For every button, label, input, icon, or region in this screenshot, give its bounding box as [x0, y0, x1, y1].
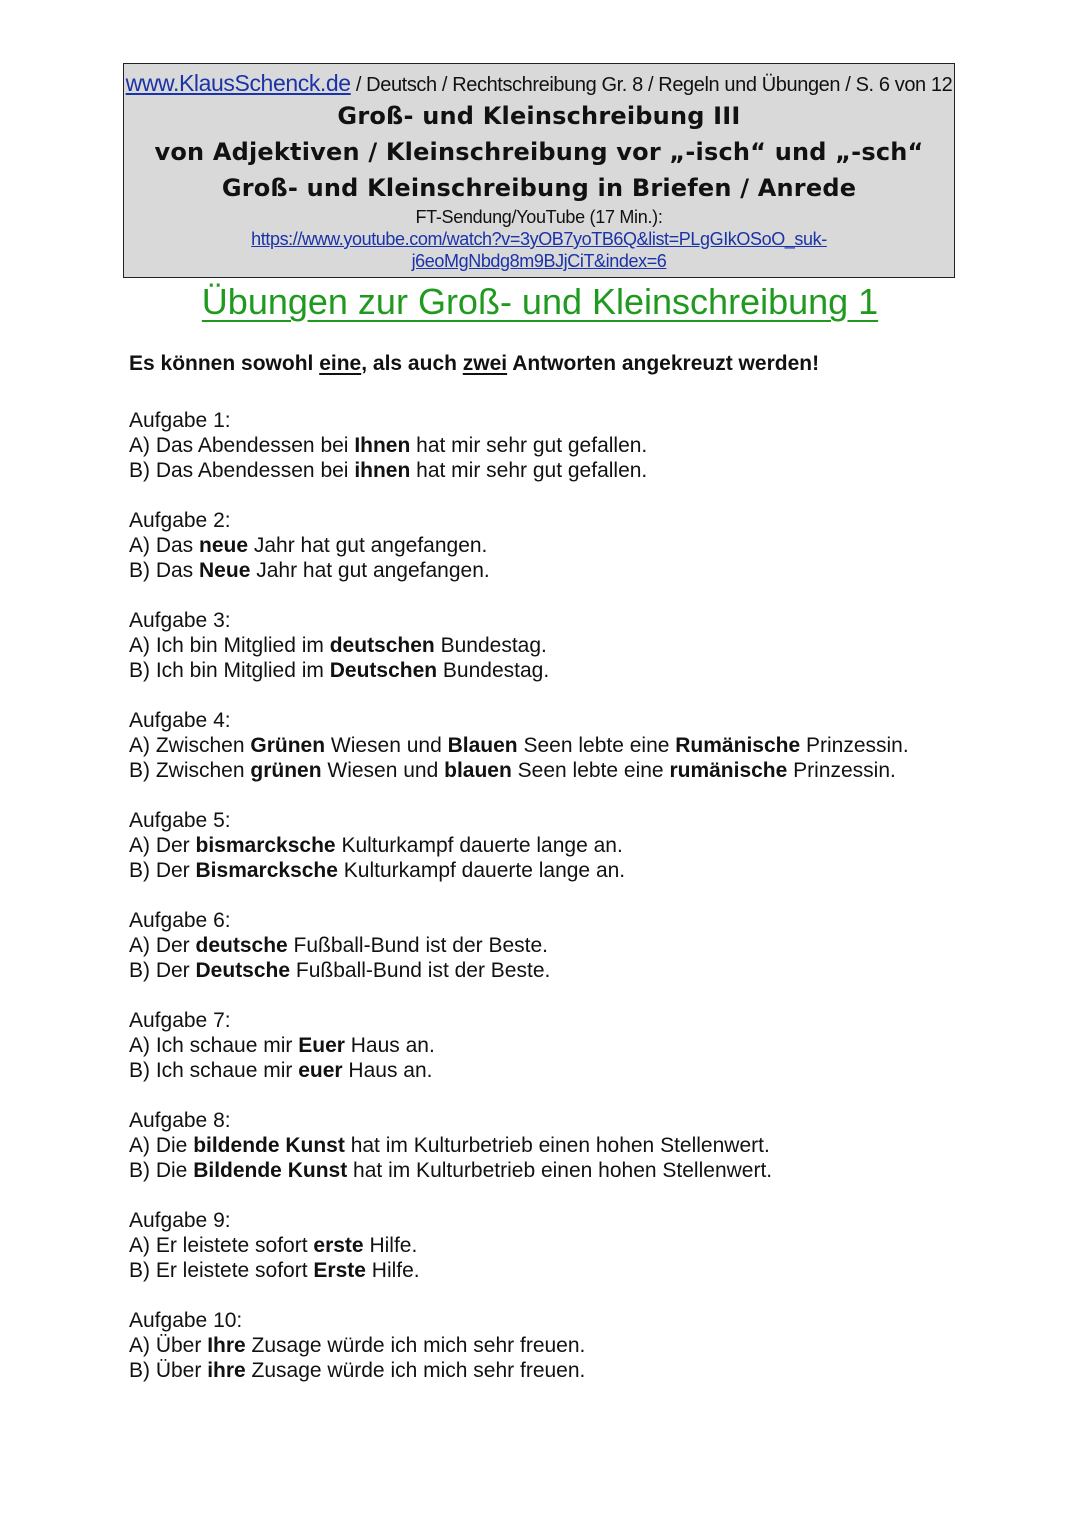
task-3: [129, 608, 1009, 708]
bold-term: rumänische: [669, 759, 788, 782]
option-a[interactable]: [129, 1133, 1009, 1158]
option-b[interactable]: [129, 858, 1009, 883]
bold-term: euer: [298, 1059, 343, 1082]
bold-term: Rumänische: [675, 734, 801, 757]
option-text: B) Der: [129, 859, 196, 882]
task-title: Aufgabe 9:: [129, 1209, 231, 1232]
option-a[interactable]: [129, 1333, 1009, 1358]
instruction-zwei: zwei: [462, 352, 508, 375]
bold-term: Deutsche: [195, 959, 291, 982]
task-title: Aufgabe 10:: [129, 1309, 243, 1332]
bold-term: Bismarcksche: [195, 859, 338, 882]
task-title: Aufgabe 3:: [129, 609, 231, 632]
bold-term: Blauen: [447, 734, 518, 757]
task-title: Aufgabe 2:: [129, 509, 231, 532]
option-b[interactable]: [129, 658, 1009, 683]
header-line-site: [124, 70, 954, 98]
option-text: Fußball-Bund ist der Beste.: [287, 934, 549, 957]
bold-term: erste: [313, 1234, 364, 1257]
task-2: [129, 508, 1009, 608]
option-text: B) Das: [129, 559, 200, 582]
task-list: [129, 408, 1009, 1408]
task-9: [129, 1208, 1009, 1308]
option-text: A) Die: [129, 1134, 194, 1157]
instruction-part-2: , als auch: [361, 352, 463, 375]
instruction-eine: eine: [319, 352, 362, 375]
option-text: B) Der: [129, 959, 196, 982]
youtube-link-line-1[interactable]: https://www.youtube.com/watch?v=3yOB7yoTB6Q&list=PLgGIkOSoO_suk-: [251, 229, 827, 249]
option-text: Jahr hat gut angefangen.: [250, 559, 490, 582]
option-text: Bundestag.: [434, 634, 547, 657]
bold-term: neue: [199, 534, 249, 557]
bold-term: Neue: [199, 559, 251, 582]
youtube-link-line-2[interactable]: j6eoMgNbdg8m9BJjCiT&index=6: [411, 251, 667, 271]
task-title: Aufgabe 7:: [129, 1009, 231, 1032]
option-text: Jahr hat gut angefangen.: [248, 534, 488, 557]
option-b[interactable]: [129, 1358, 1009, 1383]
task-7: [129, 1008, 1009, 1108]
bold-term: Bildende Kunst: [193, 1159, 348, 1182]
task-1: [129, 408, 1009, 508]
option-text: A) Zwischen: [129, 734, 251, 757]
option-a[interactable]: [129, 833, 1009, 858]
option-a[interactable]: [129, 1233, 1009, 1258]
task-10: [129, 1308, 1009, 1408]
option-text: Haus an.: [344, 1034, 435, 1057]
option-text: B) Zwischen: [129, 759, 251, 782]
option-text: A) Der: [129, 934, 196, 957]
option-text: hat mir sehr gut gefallen.: [410, 459, 648, 482]
bold-term: bismarcksche: [195, 834, 336, 857]
option-text: A) Über: [129, 1334, 208, 1357]
bold-term: Grünen: [250, 734, 326, 757]
task-4: [129, 708, 1009, 808]
option-text: B) Die: [129, 1159, 194, 1182]
bold-term: grünen: [250, 759, 322, 782]
bold-term: Erste: [313, 1259, 366, 1282]
option-text: Kulturkampf dauerte lange an.: [337, 859, 626, 882]
bold-term: ihnen: [354, 459, 411, 482]
option-text: Wiesen und: [321, 759, 445, 782]
option-text: Prinzessin.: [800, 734, 909, 757]
option-text: Wiesen und: [325, 734, 448, 757]
header-title-3: Groß- und Kleinschreibung in Briefen / Anrede: [221, 174, 857, 202]
option-text: A) Der: [129, 834, 196, 857]
bold-term: Euer: [298, 1034, 345, 1057]
option-text: A) Ich bin Mitglied im: [129, 634, 330, 657]
header-title-2: von Adjektiven / Kleinschreibung vor „-isch“ und „-sch“: [154, 138, 924, 166]
site-link[interactable]: www.KlausSchenck.de: [125, 70, 351, 96]
option-b[interactable]: [129, 1258, 1009, 1283]
option-text: Seen lebte eine: [511, 759, 670, 782]
option-text: Hilfe.: [365, 1259, 420, 1282]
bold-term: Deutschen: [329, 659, 438, 682]
option-text: Hilfe.: [363, 1234, 418, 1257]
header-title-1: Groß- und Kleinschreibung III: [337, 102, 741, 130]
instruction-part-1: Es können sowohl: [129, 352, 320, 375]
task-6: [129, 908, 1009, 1008]
option-text: hat im Kulturbetrieb einen hohen Stellenwert.: [344, 1134, 770, 1157]
option-text: A) Ich schaue mir: [129, 1034, 299, 1057]
bold-term: Ihnen: [354, 434, 411, 457]
option-text: B) Ich bin Mitglied im: [129, 659, 330, 682]
option-b[interactable]: [129, 1158, 1009, 1183]
task-title: Aufgabe 5:: [129, 809, 231, 832]
page-title: Übungen zur Groß- und Kleinschreibung 1: [201, 281, 879, 322]
option-text: B) Er leistete sofort: [129, 1259, 314, 1282]
option-text: hat im Kulturbetrieb einen hohen Stellenwert.: [347, 1159, 773, 1182]
task-title: Aufgabe 8:: [129, 1109, 231, 1132]
instruction: [129, 352, 819, 376]
option-text: Zusage würde ich mich sehr freuen.: [245, 1334, 586, 1357]
option-text: Bundestag.: [437, 659, 550, 682]
option-a[interactable]: [129, 633, 1009, 658]
bold-term: Ihre: [207, 1334, 246, 1357]
task-title: Aufgabe 1:: [129, 409, 231, 432]
option-b[interactable]: [129, 758, 1009, 783]
task-title: Aufgabe 6:: [129, 909, 231, 932]
option-a[interactable]: [129, 533, 1009, 558]
bold-term: bildende Kunst: [193, 1134, 345, 1157]
option-text: Seen lebte eine: [517, 734, 676, 757]
option-a[interactable]: [129, 933, 1009, 958]
bold-term: deutsche: [195, 934, 288, 957]
bold-term: ihre: [207, 1359, 246, 1382]
instruction-part-3: Antworten angekreuzt werden!: [507, 352, 820, 375]
option-a[interactable]: [129, 733, 1009, 758]
task-5: [129, 808, 1009, 908]
option-text: A) Das Abendessen bei: [129, 434, 355, 457]
breadcrumb: / Deutsch / Rechtschreibung Gr. 8 / Regeln und Übungen / S. 6 von 12: [350, 74, 953, 96]
option-b[interactable]: [129, 958, 1009, 983]
bold-term: blauen: [444, 759, 512, 782]
option-text: A) Das: [129, 534, 200, 557]
option-text: B) Ich schaue mir: [129, 1059, 299, 1082]
bold-term: deutschen: [329, 634, 435, 657]
header-box: [123, 63, 955, 278]
option-b[interactable]: [129, 458, 1009, 483]
option-text: Prinzessin.: [787, 759, 896, 782]
task-title: Aufgabe 4:: [129, 709, 231, 732]
option-text: Kulturkampf dauerte lange an.: [335, 834, 623, 857]
ft-broadcast-line: FT-Sendung/YouTube (17 Min.):: [415, 207, 663, 227]
option-text: hat mir sehr gut gefallen.: [410, 434, 648, 457]
option-text: Haus an.: [342, 1059, 433, 1082]
option-text: B) Über: [129, 1359, 208, 1382]
option-text: Zusage würde ich mich sehr freuen.: [245, 1359, 586, 1382]
option-a[interactable]: [129, 433, 1009, 458]
task-8: [129, 1108, 1009, 1208]
option-text: Fußball-Bund ist der Beste.: [290, 959, 551, 982]
option-b[interactable]: [129, 558, 1009, 583]
option-text: A) Er leistete sofort: [129, 1234, 314, 1257]
option-text: B) Das Abendessen bei: [129, 459, 355, 482]
option-b[interactable]: [129, 1058, 1009, 1083]
option-a[interactable]: [129, 1033, 1009, 1058]
